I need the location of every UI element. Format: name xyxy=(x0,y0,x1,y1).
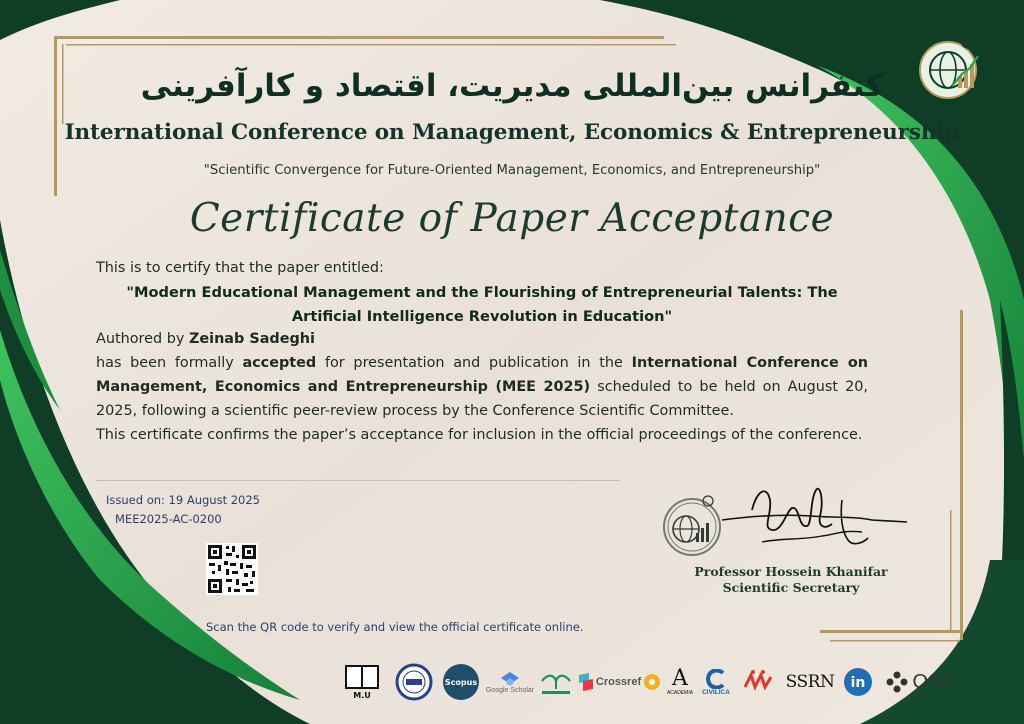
google-scholar-logo[interactable] xyxy=(484,662,536,702)
crossref-label: Crossref xyxy=(595,676,642,688)
civilica-logo[interactable] xyxy=(698,662,734,702)
acceptance-statement xyxy=(96,352,868,423)
doi-icon xyxy=(643,673,661,691)
persian-index-logo[interactable] xyxy=(538,662,574,702)
linkedin-label: in xyxy=(850,675,866,691)
scopus-label: Scopus xyxy=(444,678,478,687)
crossref-mark-icon xyxy=(579,673,593,691)
qr-verification-note: Scan the QR code to verify and view the official certificate online. xyxy=(206,620,584,634)
osf-logo[interactable] xyxy=(878,662,962,702)
mu-logo[interactable] xyxy=(340,662,384,702)
osf-label: OSF xyxy=(912,670,954,693)
indexing-logos-row xyxy=(340,662,962,702)
scholar-cap-icon xyxy=(500,671,520,687)
scopus-logo[interactable] xyxy=(442,662,480,702)
persian-conference-title: کنفرانس بین‌المللی مدیریت، اقتصاد و کارآفرینی xyxy=(140,68,884,104)
academia-logo[interactable] xyxy=(666,662,694,702)
acceptance-post: scheduled to be held on August 20, 2025, following a scientific peer-review process by the Conference Scientific Committee. xyxy=(96,378,868,419)
english-conference-title: International Conference on Management, Economics & Entrepreneurship xyxy=(64,120,960,145)
persian-index-icon xyxy=(538,667,574,697)
divider-line xyxy=(96,480,620,481)
paper-title: "Modern Educational Management and the Flourishing of Entrepreneurial Talents: The Artificial Intelligence Revolution in Education" xyxy=(126,283,838,325)
mu-book-icon xyxy=(340,662,384,702)
authored-by-label: Authored by xyxy=(96,331,185,348)
signature-icon xyxy=(712,480,912,560)
google-scholar-label: Google Scholar xyxy=(485,686,535,694)
ssrn-logo[interactable] xyxy=(784,662,836,702)
issue-date: Issued on: 19 August 2025 xyxy=(106,493,261,507)
signatory-role: Scientific Secretary xyxy=(722,580,860,595)
linkedin-logo[interactable] xyxy=(842,662,874,702)
conference-slogan: "Scientific Convergence for Future-Oriented Management, Economics, and Entrepreneurship" xyxy=(203,163,821,178)
author-name: Zeinab Sadeghi xyxy=(188,331,315,348)
civilica-c-icon xyxy=(705,669,727,689)
acceptance-mid: for presentation and publication in the xyxy=(324,355,623,372)
signatory-name: Professor Hossein Khanifar xyxy=(694,564,888,579)
mu-label: M.U xyxy=(353,691,371,700)
osf-flower-icon xyxy=(886,671,908,693)
impact-factor-logo[interactable] xyxy=(394,662,434,702)
certificate-id: MEE2025-AC-0200 xyxy=(115,512,222,526)
persian-publisher-logo[interactable] xyxy=(740,662,776,702)
persian-publisher-icon xyxy=(741,669,775,695)
academia-caption: ACADEMIA xyxy=(666,690,694,696)
crossref-logo[interactable] xyxy=(578,662,662,702)
civilica-label: CIVILICA xyxy=(702,688,730,696)
acceptance-word: accepted xyxy=(242,355,317,372)
certificate-body xyxy=(96,257,868,447)
confirmation-statement: This certificate confirms the paper’s acceptance for inclusion in the official proceedings of the conference. xyxy=(96,426,863,443)
ssrn-label: SSRN xyxy=(785,672,835,692)
conference-name: International Conference on Management, Economics and Entrepreneurship (MEE 2025) xyxy=(96,355,869,395)
impact-factor-seal-icon xyxy=(394,662,434,702)
certificate-title: Certificate of Paper Acceptance xyxy=(189,196,835,241)
certify-intro: This is to certify that the paper entitled: xyxy=(96,260,384,276)
acceptance-pre: has been formally xyxy=(96,355,234,372)
verification-qr-code[interactable] xyxy=(206,543,258,595)
academia-letter: A xyxy=(672,666,688,691)
author-line xyxy=(96,328,868,352)
